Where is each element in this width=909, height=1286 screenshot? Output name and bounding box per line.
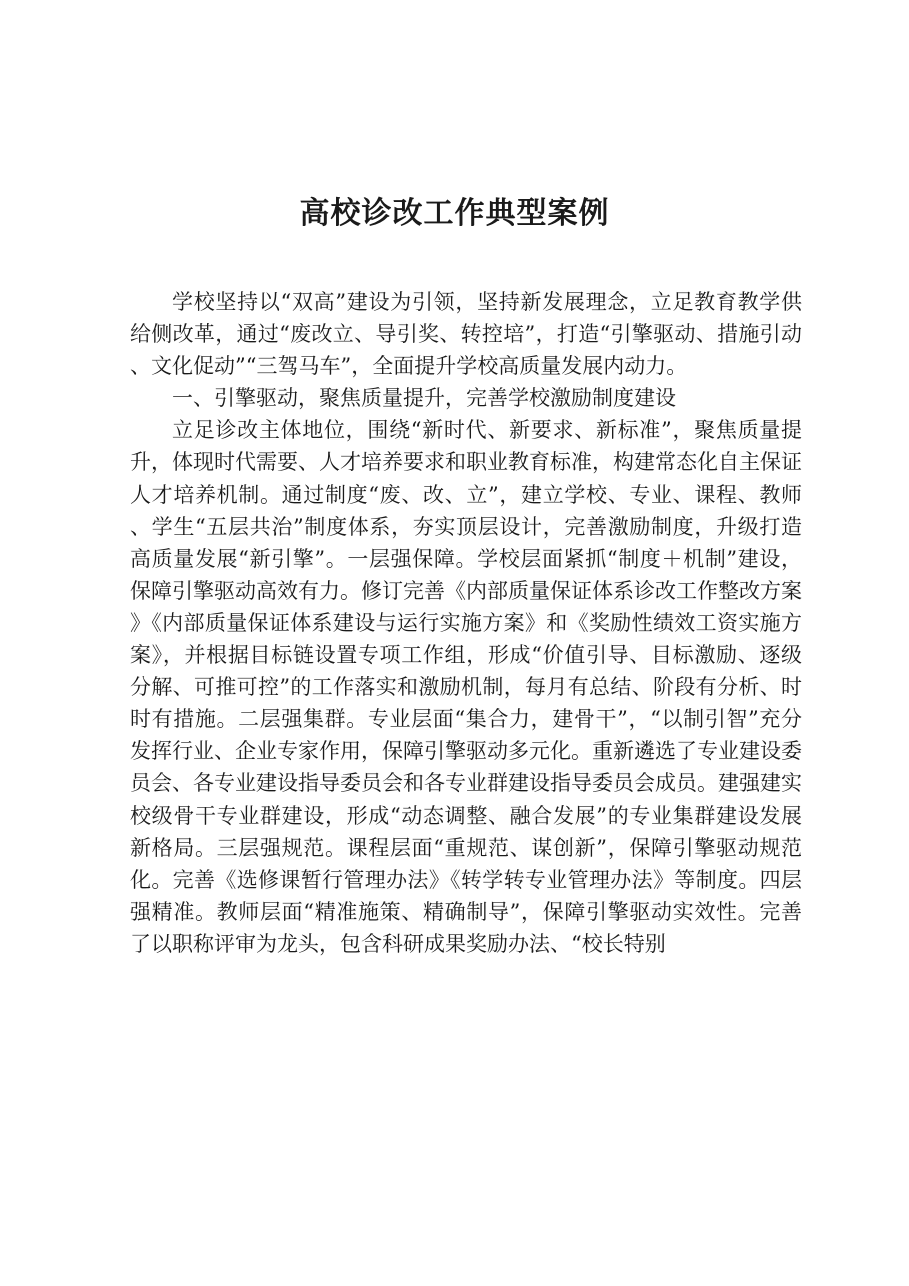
section-heading: 一、引擎驱动，聚焦质量提升，完善学校激励制度建设	[172, 386, 676, 411]
document-body	[130, 286, 802, 960]
paragraph-section-one: 立足诊改主体地位，围绕“新时代、新要求、新标准”，聚焦质量提升，体现时代需要、人才培养要求和职业教育标准，构建常态化自主保证人才培养机制。通过制度“废、改、立”，建立学校、专业、课程、教师、学生“五层共治”制度体系，夯实顶层设计，完善激励制度，升级打造高质量发展“新引擎”。一层强保障。学校层面紧抓“制度＋机制”建设，保障引擎驱动高效有力。修订完善《内部质量保证体系诊改工作整改方案》《内部质量保证体系建设与运行实施方案》和《奖励性绩效工资实施方案》，并根据目标链设置专项工作组，形成“价值引导、目标激励、逐级分解、可推可控”的工作落实和激励机制，每月有总结、阶段有分析、时时有措施。二层强集群。专业层面“集合力，建骨干”，“以制引智”充分发挥行业、企业专家作用，保障引擎驱动多元化。重新遴选了专业建设委员会、各专业建设指导委员会和各专业群建设指导委员会成员。建强建实校级骨干专业群建设，形成“动态调整、融合发展”的专业集群建设发展新格局。三层强规范。课程层面“重规范、谋创新”，保障引擎驱动规范化。完善《选修课暂行管理办法》《转学转专业管理办法》等制度。四层强精准。教师层面“精准施策、精确制导”，保障引擎驱动实效性。完善了以职称评审为龙头，包含科研成果奖励办法、“校长特别	[130, 418, 802, 956]
document-title: 高校诊改工作典型案例	[299, 196, 610, 231]
paragraph-intro: 学校坚持以“双高”建设为引领，坚持新发展理念，立足教育教学供给侧改革，通过“废改立、导引奖、转控培”，打造“引擎驱动、措施引动、文化促动”“三驾马车”，全面提升学校高质量发展内动力。	[130, 290, 802, 379]
